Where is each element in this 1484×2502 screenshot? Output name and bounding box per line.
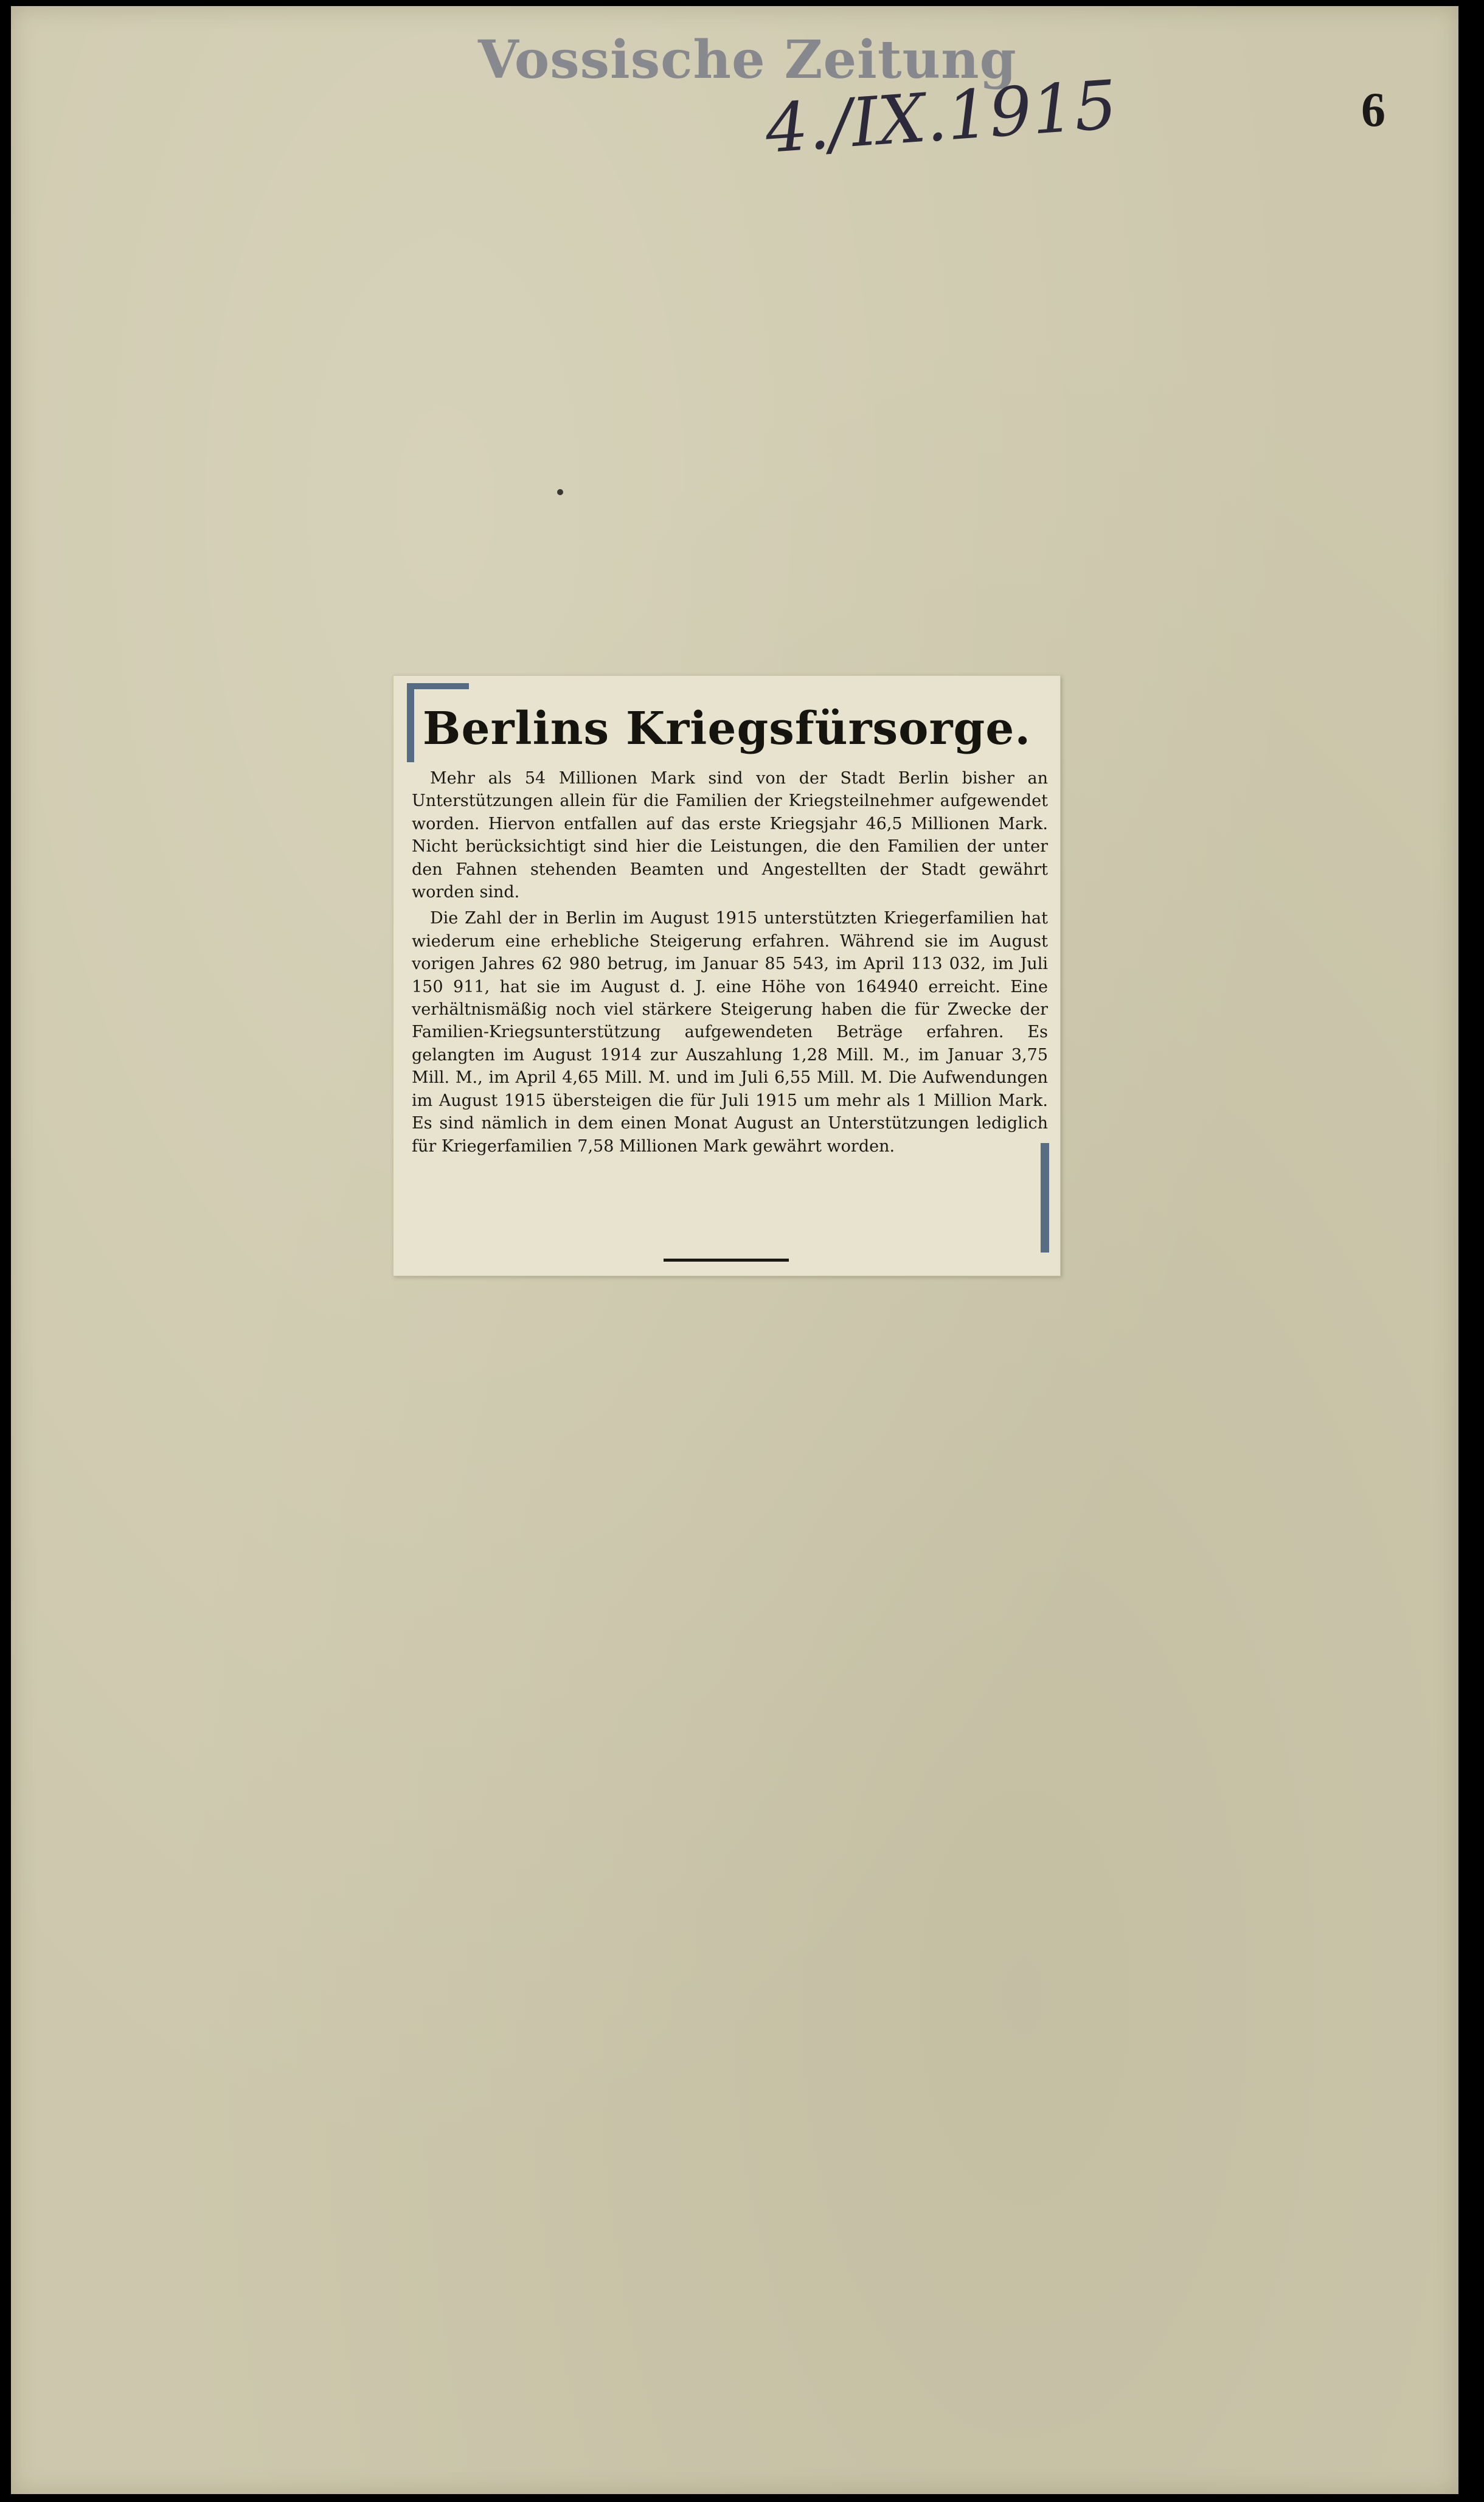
- paper-speck: [557, 489, 563, 495]
- newspaper-clipping: [393, 675, 1061, 1276]
- article-title: Berlins Kriegsfürsorge.: [422, 703, 1032, 755]
- page-number: 6: [1361, 83, 1385, 137]
- article-paragraph: Die Zahl der in Berlin im August 1915 unterstützten Kriegerfamilien hat wiederum eine erhebliche Steigerung erfahren. Während sie im August vorigen Jahres 62 980 betrug, im Januar 85 543, im April 113 032, im Juli 150 911, hat sie im August d. J. eine Höhe von 164940 erreicht. Eine verhältnismäßig noch viel stärkere Steigerung haben die für Zwecke der Familien-Kriegsunterstützung aufgewendeten Beträge erfahren. Es gelangten im August 1914 zur Auszahlung 1,28 Mill. M., im Januar 3,75 Mill. M., im April 4,65 Mill. M. und im Juli 6,55 Mill. M. Die Aufwendungen im August 1915 übersteigen die für Juli 1915 um mehr als 1 Million Mark. Es sind nämlich in dem einen Monat August an Unterstützungen lediglich für Kriegerfamilien 7,58 Millionen Mark gewährt worden.: [412, 909, 1048, 1156]
- article-paragraph: Mehr als 54 Millionen Mark sind von der Stadt Berlin bisher an Unterstützungen allein für die Familien der Kriegsteilnehmer aufgewendet worden. Hiervon entfallen auf das erste Kriegsjahr 46,5 Millionen Mark. Nicht berücksichtigt sind hier die Leistungen, die den Familien der unter den Fahnen stehenden Beamten und Angestellten der Stadt gewährt worden sind.: [412, 769, 1048, 902]
- article-end-rule: [664, 1259, 789, 1262]
- archive-sheet: [11, 6, 1458, 2494]
- article-body: [412, 767, 1048, 1161]
- handwritten-date: 4./IX.1915: [763, 65, 1120, 169]
- newspaper-stamp: Vossische Zeitung: [478, 29, 1017, 91]
